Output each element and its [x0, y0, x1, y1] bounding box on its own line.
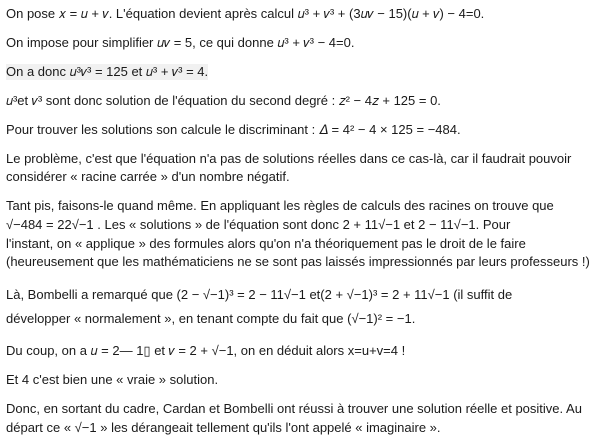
paragraph-line-5: Pour trouver les solutions son calcule le discriminant : 𝛥 = 4² − 4 × 125 = −484. [6, 122, 461, 137]
paragraph-line-2: On impose pour simplifier 𝑢𝑣 = 5, ce qui donne 𝑢³ + 𝑣³ − 4=0. [6, 35, 355, 50]
paragraph-line-7: considérer « racine carrée » d'un nombre négatif. [6, 169, 290, 184]
paragraph-line-9: √−484 = 22√−1 . Les « solutions » de l'équation sont donc 2 + 11√−1 et 2 − 11√−1. Pour [6, 217, 511, 232]
paragraph-line-10: l'instant, on « applique » des formules alors qu'on n'a théoriquement pas le droit de le faire [6, 236, 526, 251]
paragraph-line-11: (heureusement que les mathématiciens ne se sont pas laissés impressionnés par leurs professeurs !) [6, 254, 590, 269]
paragraph-line-14: Du coup, on a 𝑢 = 2— 1▯ et 𝑣 = 2 + √−1, on en déduit alors x=u+v=4 ! [6, 343, 406, 358]
paragraph-line-12: Là, Bombelli a remarqué que (2 − √−1)³ = 2 − 11√−1 et(2 + √−1)³ = 2 + 11√−1 (il suffit de [6, 287, 513, 302]
paragraph-line-3: On a donc 𝑢³𝑣³ = 125 et 𝑢³ + 𝑣³ = 4. [6, 64, 209, 79]
paragraph-line-8: Tant pis, faisons-le quand même. En appliquant les règles de calculs des racines on trouve que [6, 198, 554, 213]
paragraph-line-13: développer « normalement », en tenant compte du fait que (√−1)² = −1. [6, 311, 416, 326]
paragraph-line-16: Donc, en sortant du cadre, Cardan et Bombelli ont réussi à trouver une solution réelle et positive. Au [6, 401, 582, 416]
paragraph-line-6: Le problème, c'est que l'équation n'a pas de solutions réelles dans ce cas-là, car il faudrait pouvoir [6, 151, 572, 166]
paragraph-line-4: 𝑢³et 𝑣³ sont donc solution de l'équation du second degré : 𝑧² − 4𝑧 + 125 = 0. [6, 93, 441, 108]
paragraph-line-1: On pose 𝑥 = 𝑢 + 𝑣. L'équation devient après calcul 𝑢³ + 𝑣³ + (3𝑢𝑣 − 15)(𝑢 + 𝑣) − 4=0. [6, 6, 485, 21]
paragraph-line-15: Et 4 c'est bien une « vraie » solution. [6, 372, 219, 387]
paragraph-line-17: départ ce « √−1 » les dérangeait tellement qu'ils l'ont appelé « imaginaire ». [6, 420, 441, 435]
